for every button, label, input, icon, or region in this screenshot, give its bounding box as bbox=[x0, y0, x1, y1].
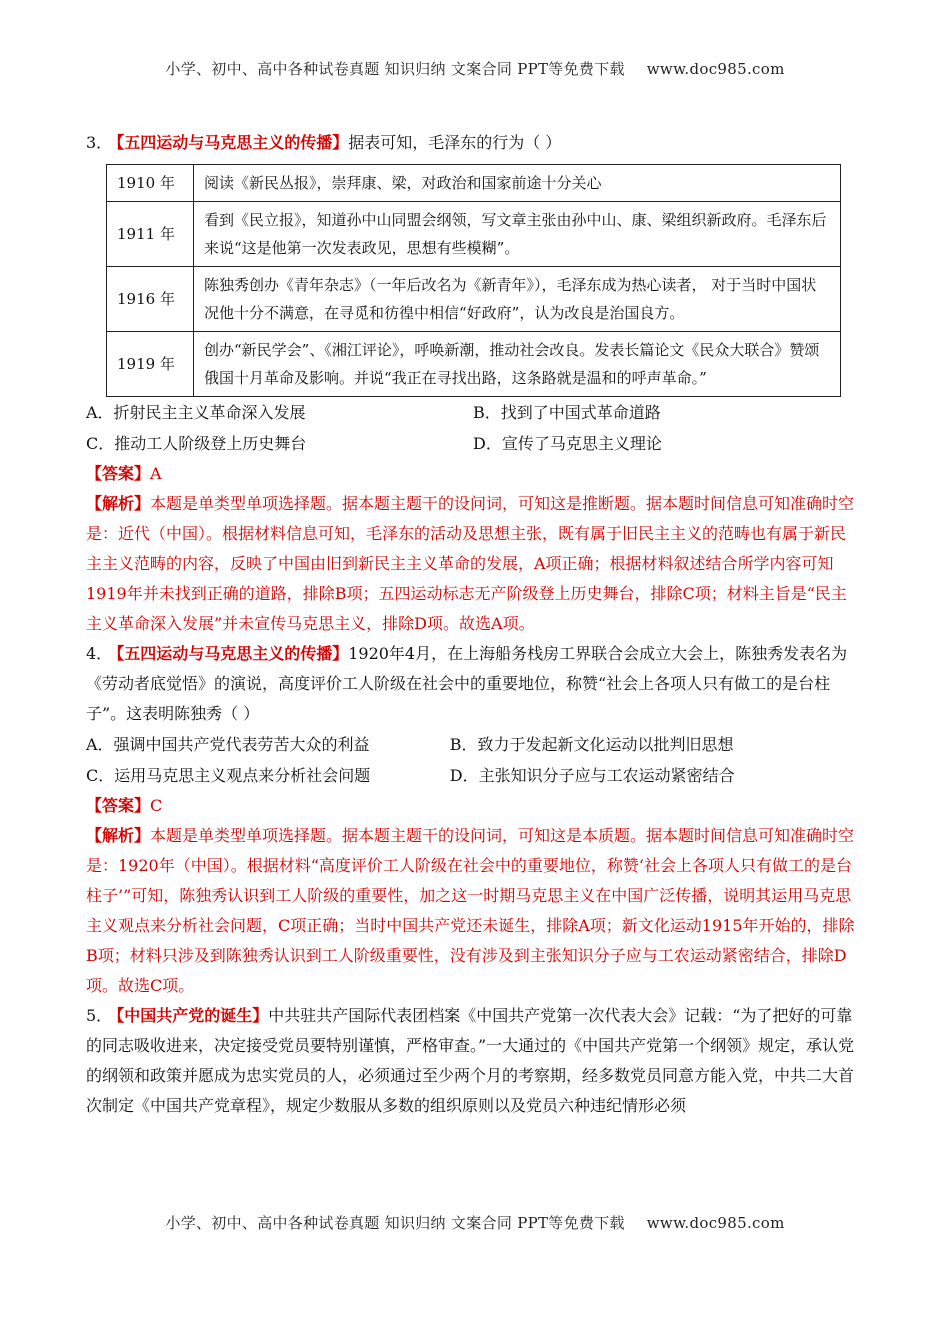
answer-value: C bbox=[150, 796, 163, 815]
answer-value: A bbox=[150, 464, 162, 483]
table-row bbox=[107, 202, 841, 267]
option-c: C．运用马克思主义观点来分析社会问题 bbox=[86, 766, 371, 785]
analysis-text: 本题是单类型单项选择题。据本题主题干的设问词，可知这是推断题。据本题时间信息可知准确时空是：近代（中国）。根据材料信息可知，毛泽东的活动及思想主张，既有属于旧民主主义的范畴也有属于新民主主义范畴的内容，反映了中国由旧到新民主主义革命的发展，A项正确；根据材料叙述结合所学内容可知1919年并未找到正确的道路，排除B项；五四运动标志无产阶级登上历史舞台，排除C项；材料主旨是“民主主义革命深入发展”并未宣传马克思主义，排除D项。故选A项。 bbox=[86, 494, 855, 633]
table-year-cell: 1910 年 bbox=[107, 165, 194, 202]
question-number: 3． bbox=[86, 133, 113, 152]
analysis-label: 【解析】 bbox=[86, 494, 151, 513]
table-text-cell: 创办“新民学会”、《湘江评论》，呼唤新潮，推动社会改良。发表长篇论文《民众大联合》赞颂俄国十月革命及影响。并说“我正在寻找出路，这条路就是温和的呼声革命。” bbox=[194, 332, 841, 397]
footer-url[interactable]: www.doc985.com bbox=[646, 1214, 785, 1232]
answer-label: 【答案】 bbox=[86, 796, 151, 815]
question-3-answer bbox=[86, 459, 860, 489]
stem-text: 中共驻共产国际代表团档案《中国共产党第一次代表大会》记载：“为了把好的可靠的同志吸收进来，决定接受党员要特别谨慎，严格审查。”一大通过的《中国共产党第一个纲领》规定，承认党的纲领和政策并愿成为忠实党员的人，必须通过至少两个月的考察期，经多数党员同意方能入党，中共二大首次制定《中国共产党章程》，规定少数服从多数的组织原则以及党员六种违纪情形必须 bbox=[86, 1006, 855, 1115]
page-footer bbox=[0, 1212, 950, 1233]
option-c: C．推动工人阶级登上历史舞台 bbox=[86, 434, 307, 453]
question-3-table bbox=[106, 164, 841, 397]
table-text-cell: 看到《民立报》，知道孙中山同盟会纲领，写文章主张由孙中山、康、梁组织新政府。毛泽东后来说“这是他第一次发表政见，思想有些模糊”。 bbox=[194, 202, 841, 267]
table-year-cell: 1911 年 bbox=[107, 202, 194, 267]
stem-text: 据表可知，毛泽东的行为（ ） bbox=[348, 133, 562, 152]
table-row bbox=[107, 332, 841, 397]
document-body bbox=[86, 128, 860, 1121]
table-text-cell: 阅读《新民丛报》，崇拜康、梁，对政治和国家前途十分关心 bbox=[194, 165, 841, 202]
stem-text: 1920年4月，在上海船务栈房工界联合会成立大会上，陈独秀发表名为《劳动者底觉悟》的演说，高度评价工人阶级在社会中的重要地位，称赞“社会上各项人只有做工的是台柱子”。这表明陈独秀（ ） bbox=[86, 644, 848, 723]
question-4-analysis bbox=[86, 821, 860, 1001]
footer-text: 小学、初中、高中各种试卷真题 知识归纳 文案合同 PPT等免费下载 bbox=[165, 1214, 625, 1232]
question-4-options bbox=[86, 729, 860, 791]
option-d: D．宣传了马克思主义理论 bbox=[473, 434, 662, 453]
answer-label: 【答案】 bbox=[86, 464, 151, 483]
question-4-answer bbox=[86, 791, 860, 821]
topic-tag: 【五四运动与马克思主义的传播】 bbox=[116, 133, 349, 152]
page-header bbox=[0, 58, 950, 79]
question-3-options bbox=[86, 397, 860, 459]
option-b: B．找到了中国式革命道路 bbox=[473, 403, 661, 422]
table-year-cell: 1916 年 bbox=[107, 267, 194, 332]
option-a: A．折射民主主义革命深入发展 bbox=[86, 403, 306, 422]
option-d: D．主张知识分子应与工农运动紧密结合 bbox=[449, 766, 735, 785]
table-text-cell: 陈独秀创办《青年杂志》（一年后改名为《新青年》），毛泽东成为热心读者， 对于当时中国状况他十分不满意，在寻觅和彷徨中相信“好政府”，认为改良是治国良方。 bbox=[194, 267, 841, 332]
topic-tag: 【五四运动与马克思主义的传播】 bbox=[116, 644, 349, 663]
option-b: B．致力于发起新文化运动以批判旧思想 bbox=[449, 735, 734, 754]
question-5-stem bbox=[86, 1001, 860, 1121]
question-4-stem bbox=[86, 639, 860, 729]
question-number: 5． bbox=[86, 1006, 113, 1025]
analysis-label: 【解析】 bbox=[86, 826, 151, 845]
question-number: 4． bbox=[86, 644, 113, 663]
question-3-stem bbox=[86, 128, 860, 158]
topic-tag: 【中国共产党的诞生】 bbox=[116, 1006, 269, 1025]
option-a: A．强调中国共产党代表劳苦大众的利益 bbox=[86, 735, 370, 754]
header-url[interactable]: www.doc985.com bbox=[646, 60, 785, 78]
table-row bbox=[107, 267, 841, 332]
table-row bbox=[107, 165, 841, 202]
question-3-analysis bbox=[86, 489, 860, 639]
table-year-cell: 1919 年 bbox=[107, 332, 194, 397]
header-text: 小学、初中、高中各种试卷真题 知识归纳 文案合同 PPT等免费下载 bbox=[165, 60, 625, 78]
analysis-text: 本题是单类型单项选择题。据本题主题干的设问词，可知这是本质题。据本题时间信息可知准确时空是：1920年（中国）。根据材料“高度评价工人阶级在社会中的重要地位，称赞‘社会上各项人只有做工的是台柱子’”可知，陈独秀认识到工人阶级的重要性，加之这一时期马克思主义在中国广泛传播，说明其运用马克思主义观点来分析社会问题，C项正确；当时中国共产党还未诞生，排除A项；新文化运动1915年开始的，排除B项；材料只涉及到陈独秀认识到工人阶级重要性，没有涉及到主张知识分子应与工农运动紧密结合，排除D项。故选C项。 bbox=[86, 826, 855, 995]
